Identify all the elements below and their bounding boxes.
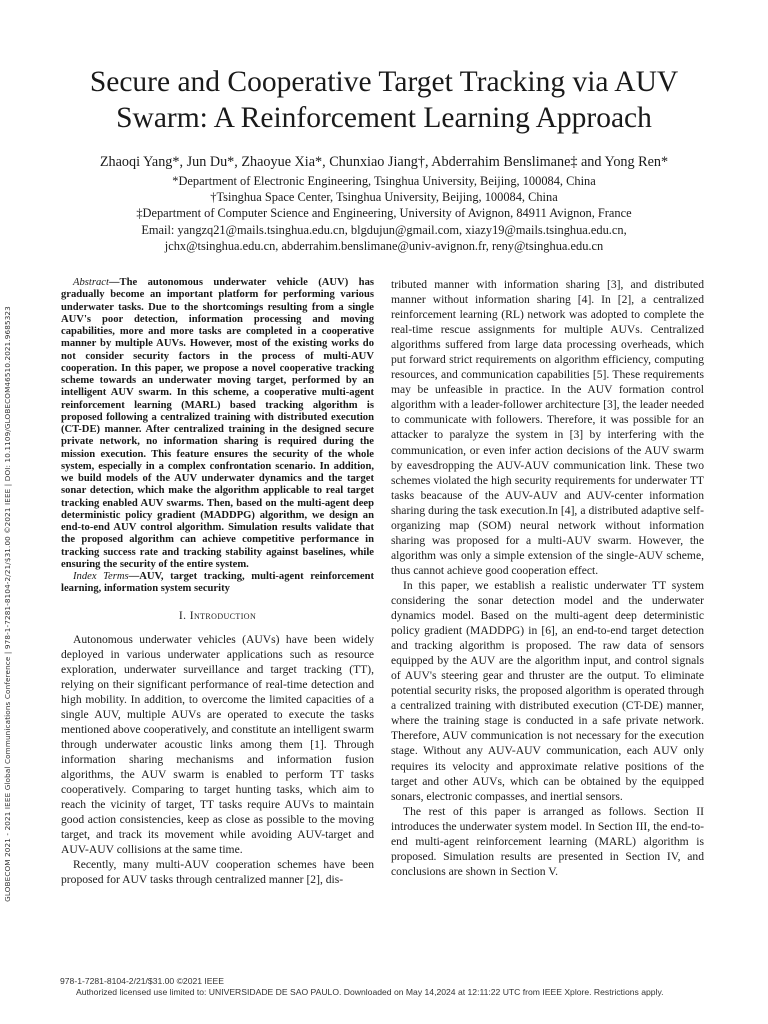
paper-title <box>40 64 728 136</box>
left-column <box>61 277 374 887</box>
affiliation-line: *Department of Electronic Engineering, Tsinghua University, Beijing, 100084, China <box>172 174 596 188</box>
author-list: Zhaoqi Yang*, Jun Du*, Zhaoyue Xia*, Chunxiao Jiang†, Abderrahim Benslimane‡ and Yong Ren* <box>99 154 669 170</box>
paper-title-line-2: Swarm: A Reinforcement Learning Approach <box>116 102 652 134</box>
body-paragraph: Autonomous underwater vehicles (AUVs) have been widely deployed in various underwater applications such as resource exploration, underwater surveillance and target tracking (TT), relying on their significant performance of real-time detection and high mobility. In addition, to overcome the limited capacities of a single AUV, multiple AUVs are operated to execute the tasks mentioned above cooperatively, and constitute an intelligent swarm through underwater acoustic links among them [1]. Through information sharing mechanisms and information fusion algorithms, the AUV swarm is enabled to perform TT tasks cooperatively. Comparing to target hunting tasks, which aim to reach the vicinity of target, TT tasks require AUVs to maintain good action consistencies, keep as close as possible to the moving target, and track its movement while avoiding AUV-target and AUV-AUV collisions at the same time. <box>61 632 374 857</box>
body-paragraph: The rest of this paper is arranged as follows. Section II introduces the underwater system model. In Section III, the end-to-end multi-agent reinforcement learning (MARL) algorithm is proposed. Simulation results are presented in Section IV, and conclusions are shown in Section V. <box>391 804 704 878</box>
abstract <box>61 277 374 571</box>
paper-title-line-1: Secure and Cooperative Target Tracking via AUV <box>89 66 679 98</box>
affiliation-line: †Tsinghua Space Center, Tsinghua University, Beijing, 100084, China <box>210 190 558 205</box>
index-terms-text: —AUV, target tracking, multi-agent reinforcement learning, information system security <box>61 571 374 595</box>
body-paragraph: In this paper, we establish a realistic underwater TT system considering the sonar detection model and the underwater dynamics model. Based on the multi-agent deep deterministic policy gradient (MADDPG) in [6], an end-to-end target detection and tracking algorithm is proposed. The raw data of sensors equipped by the AUV are the algorithm input, and control signals of AUV's steering gear and thruster are the output. To eliminate potential security risks, the proposed algorithm is operated through a centralized training with distributed execution (CT-DE) manner, where the training stage is conducted in a safe private network. Therefore, AUV communication is not necessary for the execution stage. Without any AUV-AUV communication, each AUV only requires its velocity and approximate relative positions of the target and other AUVs, which can be obtained by the equipped sonars, electronic compasses, and inertial sensors. <box>391 578 704 803</box>
section-title: Introduction <box>189 608 257 622</box>
right-column <box>391 277 704 879</box>
abstract-label: Abstract <box>73 277 109 288</box>
affiliation-line: ‡Department of Computer Science and Engineering, University of Avignon, 84911 Avignon, France <box>136 206 632 221</box>
abstract-text: —The autonomous underwater vehicle (AUV) has gradually become an important platform for performing various underwater tasks. Due to the shortcomings resulting from a single AUV's poor detection, information processing and moving capabilities, more and more tasks are completed in a cooperative manner by multiple AUVs. However, most of the existing works do not consider security factors in the process of multi-AUV cooperation. In this paper, we propose a novel cooperative tracking scheme towards an underwater moving target, performed by an intelligent AUV swarm. In this scheme, a cooperative multi-agent reinforcement learning (MARL) based tracking algorithm is proposed following a centralized training with distributed execution (CT-DE) manner. After centralized training in the designed secure private network, no information sharing is required during the mission execution. This feature ensures the security of the whole system, especially in a complex confrontation scenario. In addition, we build models of the AUV underwater dynamics and the target sonar detection, which make the algorithm applicable to real target tracking enabled AUV swarms. Then, based on the multi-agent deep deterministic policy gradient (MADDPG) algorithm, we design an end-to-end AUV control algorithm. Simulation results validate that the proposed algorithm can achieve competitive performance in tracking success rate and tracking stability against baselines, while ensuring the security of the entire system. <box>61 277 374 570</box>
index-terms-label: Index Terms <box>73 571 129 582</box>
email-line: Email: yangzq21@mails.tsinghua.edu.cn, blgdujun@gmail.com, xiazy19@mails.tsinghua.edu.cn, <box>141 222 627 237</box>
license-notice: Authorized licensed use limited to: UNIVERSIDADE DE SAO PAULO. Downloaded on May 14,2024 at 12:11:22 UTC from IEEE Xplore. Restrictions apply. <box>76 987 664 997</box>
conference-sidebar-stamp: GLOBECOM 2021 - 2021 IEEE Global Communications Conference | 978-1-7281-8104-2/21/$31.00 ©2021 IEEE | DOI: 10.1109/GLOBECOM46510.2021.9685323 <box>3 306 12 902</box>
affiliations <box>30 173 738 254</box>
section-number: I. <box>178 608 190 622</box>
body-paragraph: Recently, many multi-AUV cooperation schemes have been proposed for AUV tasks through centralized manner [2], dis- <box>61 858 374 887</box>
section-heading <box>61 608 374 623</box>
copyright-line: 978-1-7281-8104-2/21/$31.00 ©2021 IEEE <box>60 976 225 986</box>
index-terms <box>61 571 374 596</box>
body-paragraph: tributed manner with information sharing [3], and distributed manner without information sharing [4]. In [2], a centralized reinforcement learning (RL) network was adopted to complete the real-time rescue assignments for multiple AUVs. Centralized algorithms suffered from large data processing overheads, which put forward strict requirements on algorithm efficiency, computing resources, and communication capabilities [5]. These requirements may be unfeasible in practice. In the AUV formation control algorithm with a leader-follower architecture [3], the leader needed to communicate with followers. Therefore, it was possible for an attacker to paralyze the system in [3] by interfering with the communication, or even infer action decisions of the AUV swarm by eavesdropping the AUV-AUV communication link. These two schemes violated the high security requirements for underwater TT tasks beacause of the AUV-AUV and AUV-center information sharing during the task execution.In [4], a distributed adaptive self-organizing map (SOM) neural network without information sharing was proposed for a multi-AUV swarm. However, the algorithm was only a simple extension of the single-AUV scheme, thus cannot achieve good cooperation effect. <box>391 278 704 577</box>
email-line: jchx@tsinghua.edu.cn, abderrahim.benslimane@univ-avignon.fr, reny@tsinghua.edu.cn <box>164 238 604 253</box>
